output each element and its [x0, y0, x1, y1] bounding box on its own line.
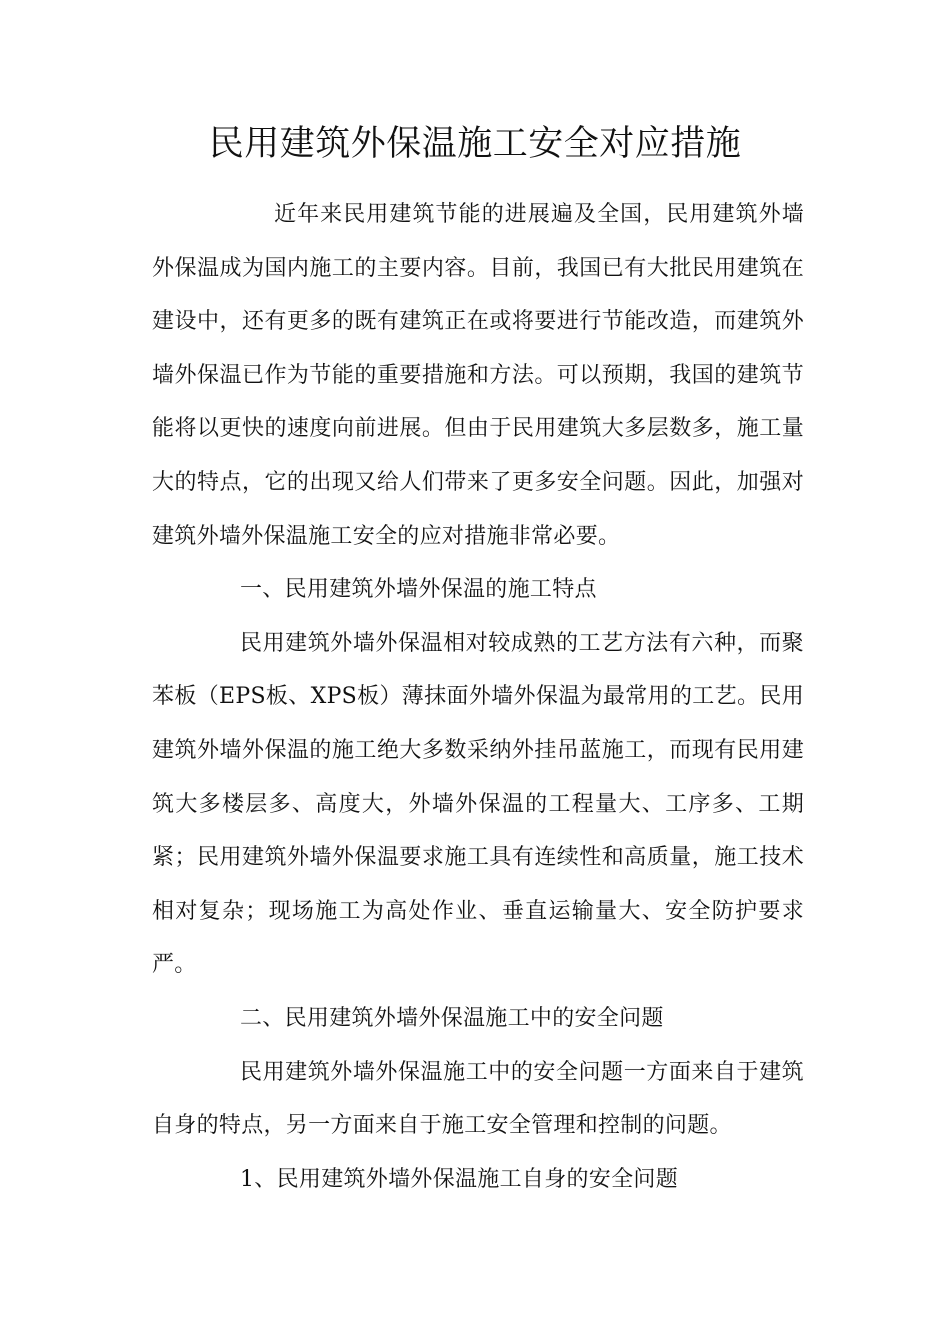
intro-paragraph: 近年来民用建筑节能的进展遍及全国，民用建筑外墙外保温成为国内施工的主要内容。目前，我国已有大批民用建筑在建设中，还有更多的既有建筑正在或将要进行节能改造，而建筑外墙外保温已作为节能的重要措施和方法。可以预期，我国的建筑节能将以更快的速度向前进展。但由于民用建筑大多层数多，施工量大的特点，它的出现又给人们带来了更多安全问题。因此，加强对建筑外墙外保温施工安全的应对措施非常必要。 [152, 202, 804, 549]
subsection-heading-2-1: 1、民用建筑外墙外保温施工自身的安全问题 [240, 1166, 678, 1192]
section-heading-2: 二、民用建筑外墙外保温施工中的安全问题 [240, 1005, 664, 1031]
document-title: 民用建筑外保温施工安全对应措施 [208, 124, 742, 164]
section-heading-1: 一、民用建筑外墙外保温的施工特点 [240, 577, 597, 603]
section-2-paragraph: 民用建筑外墙外保温施工中的安全问题一方面来自于建筑自身的特点，另一方面来自于施工安全管理和控制的问题。 [152, 1059, 804, 1139]
section-1-paragraph: 民用建筑外墙外保温相对较成熟的工艺方法有六种，而聚苯板（EPS板、XPS板）薄抹面外墙外保温为最常用的工艺。民用建筑外墙外保温的施工绝大多数采纳外挂吊蓝施工，而现有民用建筑大多楼层多、高度大，外墙外保温的工程量大、工序多、工期紧；民用建筑外墙外保温要求施工具有连续性和高质量，施工技术相对复杂；现场施工为高处作业、垂直运输量大、安全防护要求严。 [152, 630, 804, 978]
document-body [152, 188, 804, 1206]
